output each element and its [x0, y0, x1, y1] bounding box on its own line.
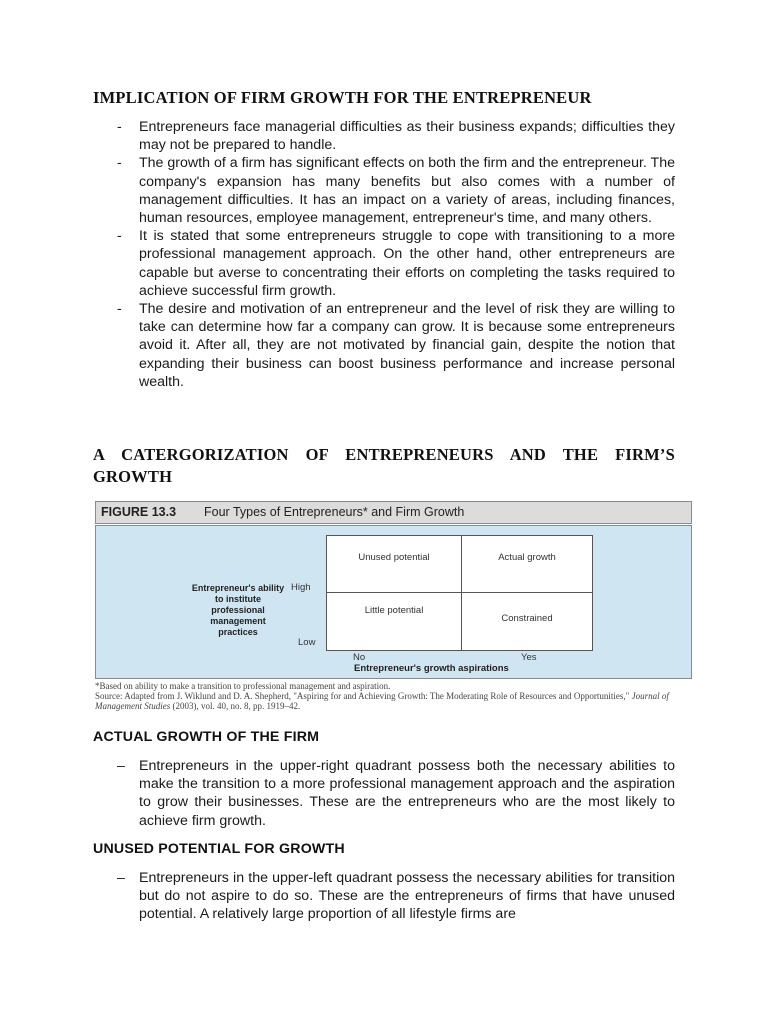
- heading-implication-of-firm-growth: IMPLICATION OF FIRM GROWTH FOR THE ENTREPRENEUR: [93, 88, 592, 107]
- source-journal: Journal of Management Studies: [95, 691, 669, 711]
- list-item: [93, 227, 675, 300]
- bullet-dash: -: [117, 119, 122, 135]
- x-tick-no: No: [353, 652, 366, 663]
- actual-growth-bullet-list: [93, 757, 675, 830]
- heading-categorization: [93, 444, 675, 488]
- bullet-text: Entrepreneurs in the upper-right quadrant possess both the necessary abilities to make the transition to a more professional management approach and the aspiration to grow their businesses. These are the entrepreneurs who are the most likely to achieve firm growth.: [139, 758, 675, 829]
- bullet-dash: –: [117, 758, 125, 774]
- source-suffix: (2003), vol. 40, no. 8, pp. 1919–42.: [172, 701, 301, 711]
- list-item: [93, 300, 675, 391]
- bullet-text: Entrepreneurs in the upper-left quadrant possess the necessary abilities for transition but do not aspire to do so. These are the entrepreneurs of firms that have unused potential. A relatively large proportion of all lifestyle firms are: [139, 870, 675, 923]
- bullet-text: The desire and motivation of an entrepreneur and the level of risk they are willing to take can determine how far a company can grow. It is because some entrepreneurs avoid it. After all, they are not motivated by financial gain, despite the notion that expanding their business can boost business performance and increase personal wealth.: [139, 301, 675, 390]
- bullet-text: The growth of a firm has significant effects on both the firm and the entrepreneur. The company's expansion has many benefits but also comes with a number of management difficulties. It has an impact on a variety of areas, including finances, human resources, employee management, entrepreneur's time, and many others.: [139, 155, 675, 227]
- unused-potential-bullet-list: [93, 869, 675, 924]
- source-prefix: Source: Adapted from J. Wiklund and D. A. Shepherd, "Aspiring for and Achieving Growth: The Moderating Role of Resources and Opportunities,": [95, 691, 630, 701]
- figure-four-types-of-entrepreneurs: [93, 499, 693, 711]
- bullet-dash: -: [117, 155, 122, 172]
- figure-footnote: *Based on ability to make a transition to professional management and aspiration.: [95, 681, 391, 691]
- quadrant-constrained: Constrained: [462, 593, 593, 651]
- figure-matrix-panel: [95, 525, 692, 679]
- quadrant-unused-potential: Unused potential: [326, 535, 462, 593]
- figure-number: FIGURE 13.3: [101, 505, 177, 519]
- y-tick-low: Low: [298, 637, 316, 648]
- figure-notes: [95, 681, 695, 711]
- quadrant-little-potential: Little potential: [326, 593, 462, 651]
- bullet-dash: –: [117, 870, 125, 886]
- list-item: [93, 757, 675, 830]
- figure-x-axis-label: Entrepreneur's growth aspirations: [354, 663, 509, 674]
- bullet-text: Entrepreneurs face managerial difficulties as their business expands; difficulties they may not be prepared to handle.: [139, 119, 675, 154]
- quadrant-actual-growth: Actual growth: [462, 535, 593, 593]
- list-item: [93, 869, 675, 924]
- list-item: [93, 118, 675, 154]
- x-tick-yes: Yes: [521, 652, 537, 663]
- implication-bullet-list: [93, 118, 675, 391]
- heading-categorization-line1: A CATERGORIZATION OF ENTREPRENEURS AND THE FIRM’S: [93, 445, 675, 464]
- heading-categorization-line2: GROWTH: [93, 467, 173, 486]
- figure-source: [95, 691, 695, 711]
- list-item: [93, 154, 675, 227]
- bullet-text: It is stated that some entrepreneurs struggle to cope with transitioning to a more professional management approach. On the other hand, other entrepreneurs are capable but averse to concentrating their efforts on completing the tasks required to achieve successful firm growth.: [139, 228, 675, 299]
- y-tick-high: High: [291, 582, 311, 593]
- figure-y-axis-label: Entrepreneur's ability to institute professional management practices: [191, 583, 285, 637]
- bullet-dash: -: [117, 228, 122, 245]
- figure-header: [95, 501, 692, 524]
- heading-actual-growth: ACTUAL GROWTH OF THE FIRM: [93, 729, 320, 745]
- heading-unused-potential: UNUSED POTENTIAL FOR GROWTH: [93, 841, 345, 857]
- bullet-dash: -: [117, 301, 122, 318]
- figure-title: Four Types of Entrepreneurs* and Firm Growth: [204, 505, 465, 519]
